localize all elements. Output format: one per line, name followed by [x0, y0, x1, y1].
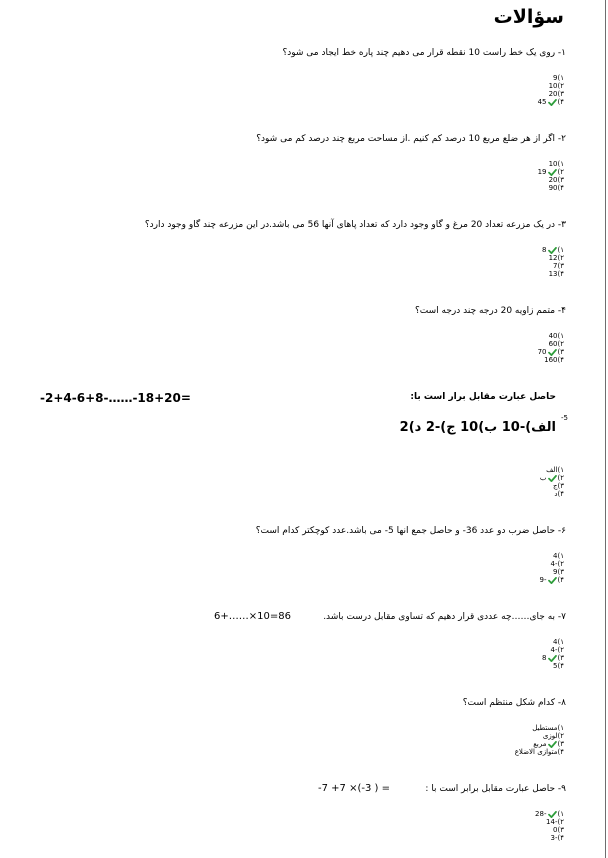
question-8-text: ۸- کدام شکل منتظم است؟	[462, 698, 566, 708]
option-number: ۱)	[557, 466, 564, 474]
answer-option	[538, 332, 564, 340]
answer-option	[540, 552, 565, 560]
answer-option	[515, 740, 564, 748]
question-5-expression: -2+4-6+8-……-18+20=	[40, 391, 191, 405]
option-value: 7	[553, 262, 558, 270]
option-value: 20	[548, 176, 558, 184]
option-number: ۳)	[557, 90, 564, 98]
option-number: ۳)	[557, 568, 564, 576]
option-value: 160	[544, 356, 558, 364]
option-value: 4	[553, 552, 558, 560]
option-value: 9	[553, 74, 558, 82]
question-4-options	[538, 332, 564, 364]
check-icon	[548, 655, 557, 662]
question-1-options	[538, 74, 564, 106]
check-icon	[548, 99, 557, 106]
option-number: ۲)	[557, 340, 564, 348]
option-number: ۴)	[557, 490, 564, 498]
option-value: -4	[550, 646, 558, 654]
answer-option	[542, 270, 564, 278]
option-value: 10	[548, 160, 558, 168]
option-value: ب	[539, 474, 547, 482]
option-number: ۳)	[557, 262, 564, 270]
answer-option	[538, 82, 564, 90]
answer-option	[540, 568, 565, 576]
option-value: 8	[542, 654, 547, 662]
question-5-options	[540, 466, 564, 498]
option-value: ج	[552, 482, 558, 490]
option-number: ۳)	[557, 348, 564, 356]
option-value: لوزی	[542, 732, 558, 740]
check-icon	[548, 811, 557, 818]
answer-option	[538, 340, 564, 348]
option-value: 60	[548, 340, 558, 348]
option-number: ۳)	[557, 176, 564, 184]
check-icon	[548, 247, 557, 254]
option-value: 70	[537, 348, 547, 356]
answer-option	[538, 90, 564, 98]
option-number: ۳)	[557, 654, 564, 662]
option-value: 12	[548, 254, 558, 262]
answer-option	[540, 474, 564, 482]
check-icon	[548, 741, 557, 748]
answer-option	[540, 466, 564, 474]
question-6-options	[540, 552, 565, 584]
check-icon	[548, 577, 557, 584]
option-number: ۱)	[557, 724, 564, 732]
option-number: ۴)	[557, 834, 564, 842]
question-7-expression: 6+……×10=86	[214, 611, 291, 622]
option-number: ۴)	[557, 576, 564, 584]
question-3-text: ۳- در یک مزرعه تعداد 20 مرغ و گاو وجود دارد که تعداد پاهای آنها 56 می باشد.در این مزرعه چند گاو وجود دارد؟	[144, 220, 566, 230]
option-number: ۳)	[557, 740, 564, 748]
option-value: 4	[553, 638, 558, 646]
option-value: -3	[550, 834, 558, 842]
answer-option	[538, 168, 564, 176]
option-value: 9	[553, 568, 558, 576]
answer-option	[515, 724, 564, 732]
option-number: ۳)	[557, 826, 564, 834]
option-value: الف	[546, 466, 558, 474]
option-number: ۱)	[557, 246, 564, 254]
option-number: ۲)	[557, 646, 564, 654]
question-2-options	[538, 160, 564, 192]
option-value: 90	[548, 184, 558, 192]
option-value: 20	[548, 90, 558, 98]
option-number: ۳)	[557, 482, 564, 490]
option-number: ۴)	[557, 270, 564, 278]
option-value: -14	[546, 818, 558, 826]
option-value: 0	[553, 826, 558, 834]
check-icon	[548, 475, 557, 482]
answer-option	[538, 160, 564, 168]
answer-option	[535, 818, 564, 826]
answer-option	[542, 262, 564, 270]
question-6-text: ۶- حاصل ضرب دو عدد 36- و حاصل جمع انها 5- می باشد.عدد کوچکتر کدام است؟	[255, 526, 566, 536]
answer-option	[542, 662, 564, 670]
answer-option	[535, 834, 564, 842]
option-number: ۱)	[557, 810, 564, 818]
option-value: 5	[553, 662, 558, 670]
answer-option	[515, 748, 564, 756]
option-number: ۲)	[557, 168, 564, 176]
answer-option	[542, 638, 564, 646]
option-value: د	[554, 490, 558, 498]
question-9-options	[535, 810, 564, 842]
option-number: ۲)	[557, 560, 564, 568]
option-value: 40	[548, 332, 558, 340]
option-value: -4	[550, 560, 558, 568]
answer-option	[538, 98, 564, 106]
check-icon	[548, 169, 557, 176]
answer-option	[538, 184, 564, 192]
option-number: ۱)	[557, 74, 564, 82]
option-value: 10	[548, 82, 558, 90]
option-value: -28	[535, 810, 547, 818]
option-number: ۴)	[557, 748, 564, 756]
option-value: متوازی الاضلاع	[514, 748, 558, 756]
option-value: 45	[537, 98, 547, 106]
answer-option	[542, 254, 564, 262]
answer-option	[535, 826, 564, 834]
option-value: مستطیل	[532, 724, 558, 732]
answer-option	[515, 732, 564, 740]
question-2-text: ۲- اگر از هر ضلع مربع 10 درصد کم کنیم .از مساحت مربع چند درصد کم می شود؟	[256, 134, 566, 144]
option-value: مربع	[533, 740, 547, 748]
option-value: 8	[542, 246, 547, 254]
answer-option	[542, 654, 564, 662]
option-number: ۴)	[557, 98, 564, 106]
question-9-text: ۹- حاصل عبارت مقابل برابر است با :	[425, 784, 566, 794]
page-border	[605, 0, 606, 858]
option-value: 19	[537, 168, 547, 176]
answer-option	[540, 576, 565, 584]
option-number: ۲)	[557, 82, 564, 90]
option-number: ۱)	[557, 332, 564, 340]
answer-option	[540, 560, 565, 568]
answer-option	[542, 646, 564, 654]
option-number: ۴)	[557, 356, 564, 364]
option-number: ۲)	[557, 474, 564, 482]
answer-option	[540, 490, 564, 498]
answer-option	[538, 348, 564, 356]
page-title: سؤالات	[493, 6, 564, 28]
option-number: ۲)	[557, 254, 564, 262]
answer-option	[538, 176, 564, 184]
answer-option	[538, 356, 564, 364]
question-5-number: -5	[561, 414, 568, 422]
option-number: ۱)	[557, 160, 564, 168]
option-number: ۴)	[557, 184, 564, 192]
option-number: ۲)	[557, 732, 564, 740]
option-value: 13	[548, 270, 558, 278]
answer-option	[538, 74, 564, 82]
question-1-text: ۱- روی یک خط راست 10 نقطه قرار می دهیم چند پاره خط ایجاد می شود؟	[282, 48, 566, 58]
check-icon	[548, 349, 557, 356]
option-number: ۲)	[557, 818, 564, 826]
answer-option	[542, 246, 564, 254]
question-8-options	[515, 724, 564, 756]
option-value: -9	[539, 576, 547, 584]
question-5-label: حاصل عبارت مقابل برار است با:	[410, 392, 556, 402]
question-7-options	[542, 638, 564, 670]
option-number: ۴)	[557, 662, 564, 670]
option-number: ۱)	[557, 638, 564, 646]
answer-option	[540, 482, 564, 490]
question-9-expression: -7 +7 ×(-3 ) =	[318, 783, 390, 794]
question-5-choices: الف)-10 ب)10 ج)-2 د)2	[399, 420, 556, 435]
question-7-text: ۷- به جای……چه عددی قرار دهیم که تساوی مقابل درست باشد.	[323, 612, 566, 622]
question-4-text: ۴- متمم زاویه 20 درجه چند درجه است؟	[415, 306, 566, 316]
question-3-options	[542, 246, 564, 278]
option-number: ۱)	[557, 552, 564, 560]
answer-option	[535, 810, 564, 818]
